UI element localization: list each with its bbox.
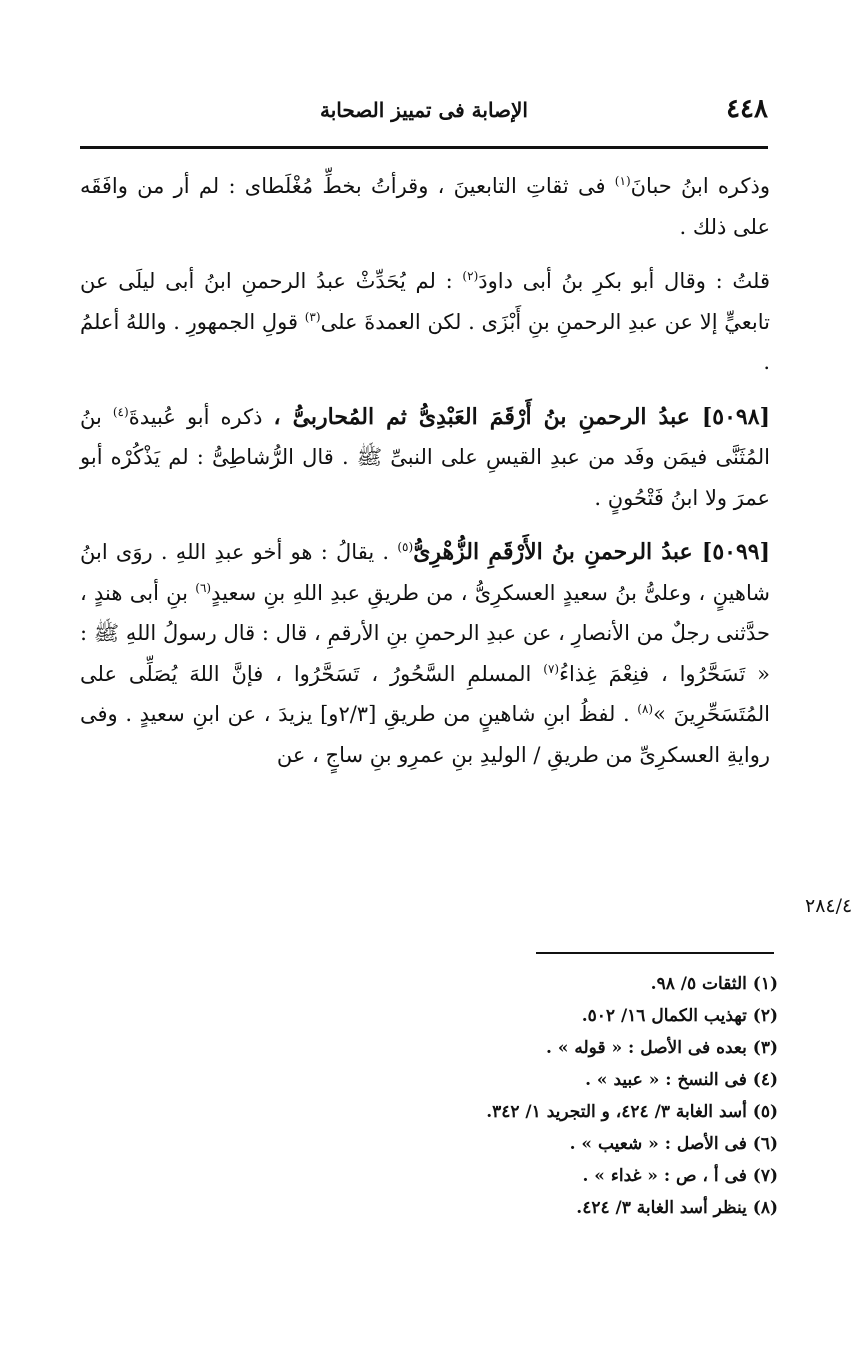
text-segment: قولِ الجمهورِ . واللهُ أعلمُ . xyxy=(80,309,770,374)
text-segment: فى ثقاتِ التابعينَ ، وقرأتُ بخطِّ مُغْلَطاى : لم أر من وافَقَه على ذلك . xyxy=(80,174,770,239)
footnote-5: (٥) أسد الغابة ٣/ ٤٢٤، و التجريد ١/ ٣٤٢. xyxy=(486,1102,778,1122)
footnote-marker: (٧) xyxy=(543,661,560,676)
footnote-2: (٢) تهذيب الكمال ١٦/ ٥٠٢. xyxy=(581,1006,778,1026)
text-segment: بنِ أبى هندٍ ، حدَّثنى رجلٌ من الأنصارِ ، عن عبدِ الرحمنِ بنِ الأرقمِ ، قال : قال رسولُ اللهِ ﷺ : « تَسَحَّرُوا ، فنِعْمَ غِذاءُ xyxy=(80,580,770,686)
running-title: الإصابة فى تمييز الصحابة xyxy=(320,98,528,122)
footnote-6: (٦) فى الأصل : « شعيب » . xyxy=(569,1134,778,1154)
text-segment: وذكره ابنُ حبانَ xyxy=(630,174,770,198)
footnotes-rule xyxy=(536,952,774,954)
entry-heading: [٥٠٩٩] عبدُ الرحمنِ بنُ الأَرْقَمِ الزُّهْرِىُّ xyxy=(413,539,771,565)
text-segment: قلتُ : وقال أبو بكرِ بنُ أبى داودَ xyxy=(478,269,771,293)
footnotes xyxy=(300,968,778,1224)
margin-reference: ٢٨٤/٤ xyxy=(805,895,853,917)
text-segment: : لم يُحَدِّثْ عبدُ الرحمنِ ابنُ أبى ليلَى عن تابعيٍّ إلا عن عبدِ الرحمنِ بنِ أَبْزَى . لكن العمدةَ على xyxy=(80,269,770,334)
footnote-marker: (٥) xyxy=(397,540,414,554)
footnote-marker: (٢) xyxy=(462,269,479,283)
page-number: ٤٤٨ xyxy=(726,94,768,124)
footnote-3: (٣) بعده فى الأصل : « قوله » . xyxy=(545,1038,778,1058)
footnote-8: (٨) ينظر أسد الغابة ٣/ ٤٢٤. xyxy=(576,1198,778,1218)
header-rule xyxy=(80,146,768,149)
footnote-marker: (٣) xyxy=(304,309,321,324)
text-segment: . لفظُ ابنِ شاهينٍ من طريقِ [٢/٣و] يزيدَ ، عن ابنِ سعيدٍ . وفى روايةِ العسكرِىِّ من طريقِ / الوليدِ بنِ عمرِو بنِ ساجٍ ، عن xyxy=(80,702,770,767)
page-header xyxy=(80,92,768,132)
paragraph-ibn-hibban xyxy=(80,166,770,247)
footnote-7: (٧) فى أ ، ص : « غداء » . xyxy=(582,1166,778,1186)
text-segment: ذكره أبو عُبيدةَ xyxy=(128,404,274,429)
footnote-marker: (٨) xyxy=(637,702,654,716)
footnote-marker: (٤) xyxy=(112,404,129,419)
footnote-4: (٤) فى النسخ : « عبيد » . xyxy=(585,1070,778,1090)
footnote-marker: (١) xyxy=(614,174,631,188)
entry-5098 xyxy=(80,397,770,519)
text-segment: بنُ المُثَنَّى فيمَن وفَد من عبدِ القيسِ على النبىِّ ﷺ . قال الرُّشاطِىُّ : لم يَذْكُرْه أبو عمرَ ولا ابنُ فَتْحُونٍ . xyxy=(80,404,770,510)
footnote-1: (١) الثقات ٥/ ٩٨. xyxy=(650,974,778,994)
text-segment: المسلمِ السَّحُورُ ، تَسَحَّرُوا ، فإنَّ اللهَ يُصَلِّى على المُتَسَحِّرِينَ » xyxy=(80,661,771,726)
entry-heading: [٥٠٩٨] عبدُ الرحمنِ بنُ أَرْقَمَ العَبْدِىُّ ثم المُحاربىُّ ، xyxy=(273,403,770,430)
text-segment: . يقالُ : هو أخو عبدِ اللهِ . روَى ابنُ شاهينٍ ، وعلىُّ بنُ سعيدٍ العسكرِىُّ ، من طريقِ عبدِ اللهِ بنِ سعيدٍ xyxy=(80,540,770,605)
footnote-marker: (٦) xyxy=(195,580,212,595)
paragraph-abu-dawud xyxy=(80,261,770,383)
main-text xyxy=(80,166,770,775)
entry-5099 xyxy=(80,532,770,775)
